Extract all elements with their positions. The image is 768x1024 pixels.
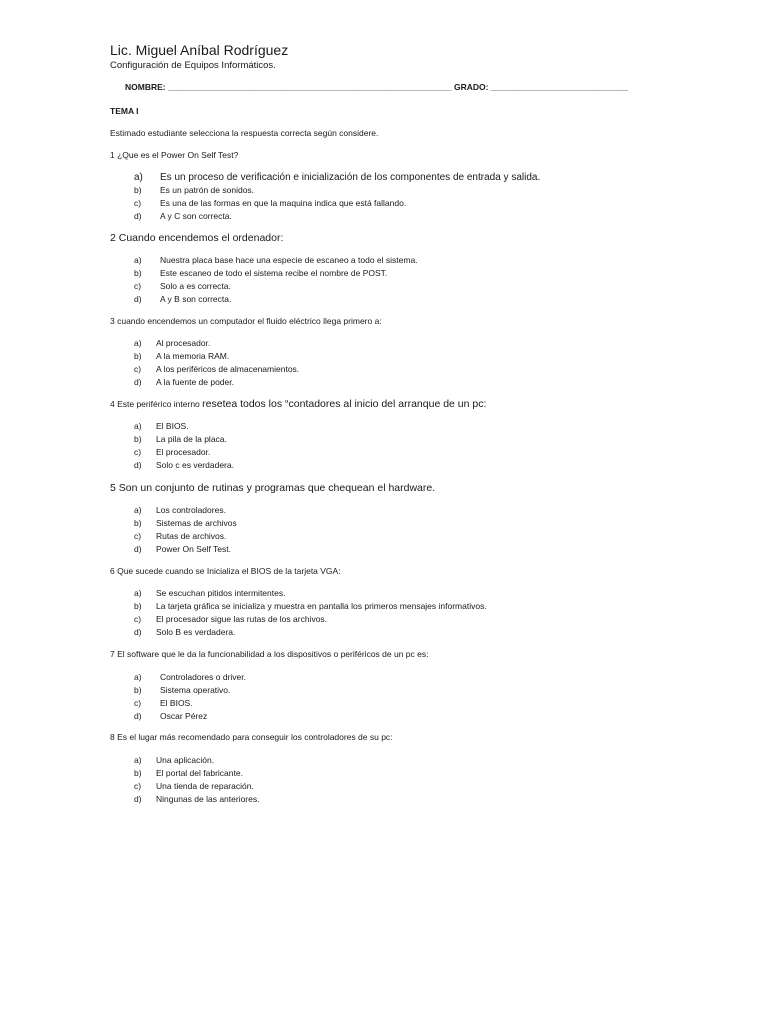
option-text: A los periféricos de almacenamientos. — [156, 364, 300, 374]
option-text: El procesador. — [156, 447, 211, 457]
question-1: 1 ¿Que es el Power On Self Test? — [110, 150, 239, 160]
question-6-option-d — [134, 627, 235, 637]
question-5-option-a — [134, 505, 226, 515]
question-1-option-b — [134, 185, 254, 195]
option-letter: c) — [134, 198, 142, 208]
option-text: Ningunas de las anteriores. — [156, 794, 260, 804]
option-letter: c) — [134, 614, 142, 624]
option-letter: a) — [134, 672, 142, 682]
question-1-option-a — [134, 172, 540, 183]
option-letter: d) — [134, 711, 142, 721]
option-letter: b) — [134, 268, 142, 278]
option-text: Solo a es correcta. — [160, 281, 231, 291]
option-text: Sistema operativo. — [160, 685, 231, 695]
question-6-option-a — [134, 588, 285, 598]
question-4-start: 4 Este periférico interno — [110, 399, 203, 409]
option-text: Nuestra placa base hace una especie de escaneo a todo el sistema. — [160, 255, 418, 265]
option-letter: a) — [134, 588, 142, 598]
option-letter: b) — [134, 434, 142, 444]
option-letter: c) — [134, 447, 142, 457]
option-letter: a) — [134, 505, 142, 515]
question-3-option-b — [134, 351, 229, 361]
option-letter: b) — [134, 685, 142, 695]
option-text: El procesador sigue las rutas de los archivos. — [156, 614, 328, 624]
question-6-option-c — [134, 614, 327, 624]
question-4-option-b — [134, 434, 227, 444]
author-name: Lic. Miguel Aníbal Rodríguez — [110, 42, 289, 58]
option-text: Es un proceso de verificación e inicialización de los componentes de entrada y salida. — [160, 172, 541, 183]
option-letter: c) — [134, 531, 142, 541]
question-4 — [110, 398, 486, 410]
option-text: A y C son correcta. — [160, 211, 232, 221]
question-6: 6 Que sucede cuando se Inicializa el BIOS de la tarjeta VGA: — [110, 566, 341, 576]
question-8: 8 Es el lugar más recomendado para conseguir los controladores de su pc: — [110, 732, 393, 742]
option-letter: d) — [134, 794, 142, 804]
course-name: Configuración de Equipos Informáticos. — [110, 60, 276, 71]
option-text: Una tienda de reparación. — [156, 781, 254, 791]
section-title: TEMA I — [110, 106, 139, 116]
question-1-option-d — [134, 211, 232, 221]
option-letter: a) — [134, 755, 142, 765]
option-text: Es un patrón de sonidos. — [160, 185, 255, 195]
question-8-option-b — [134, 768, 243, 778]
option-text: El BIOS. — [156, 421, 189, 431]
option-letter: c) — [134, 781, 142, 791]
question-7-option-a — [134, 672, 246, 682]
question-7-option-d — [134, 711, 207, 721]
option-text: El BIOS. — [160, 698, 193, 708]
question-7: 7 El software que le da la funcionabilidad a los dispositivos o periféricos de un pc es: — [110, 649, 429, 659]
question-8-option-a — [134, 755, 214, 765]
option-text: Rutas de archivos. — [156, 531, 227, 541]
question-3-option-d — [134, 377, 234, 387]
question-8-option-d — [134, 794, 259, 804]
option-text: Power On Self Test. — [156, 544, 231, 554]
question-4-option-a — [134, 421, 189, 431]
option-letter: d) — [134, 294, 142, 304]
question-2-option-b — [134, 268, 387, 278]
option-letter: c) — [134, 281, 142, 291]
option-text: A la memoria RAM. — [156, 351, 230, 361]
option-text: A la fuente de poder. — [156, 377, 234, 387]
option-text: La pila de la placa. — [156, 434, 227, 444]
instructions: Estimado estudiante selecciona la respuesta correcta según considere. — [110, 128, 379, 138]
option-text: Solo c es verdadera. — [156, 460, 234, 470]
option-letter: a) — [134, 421, 142, 431]
question-6-option-b — [134, 601, 487, 611]
option-text: Los controladores. — [156, 505, 226, 515]
option-text: Al procesador. — [156, 338, 211, 348]
question-8-option-c — [134, 781, 254, 791]
question-5-option-d — [134, 544, 231, 554]
option-text: Oscar Pérez — [160, 711, 208, 721]
option-text: A y B son correcta. — [160, 294, 232, 304]
question-7-option-c — [134, 698, 193, 708]
option-letter: b) — [134, 518, 142, 528]
option-letter: d) — [134, 460, 142, 470]
question-3-option-c — [134, 364, 299, 374]
option-letter: d) — [134, 377, 142, 387]
question-2: 2 Cuando encendemos el ordenador: — [110, 232, 284, 244]
option-text: Este escaneo de todo el sistema recibe el nombre de POST. — [160, 268, 388, 278]
question-7-option-b — [134, 685, 230, 695]
option-text: Controladores o driver. — [160, 672, 246, 682]
question-5-option-b — [134, 518, 237, 528]
option-letter: a) — [134, 172, 143, 183]
question-4-end: resetea todos los “contadores al inicio del arranque de un pc: — [202, 398, 487, 410]
option-letter: b) — [134, 351, 142, 361]
option-letter: d) — [134, 627, 142, 637]
question-4-option-d — [134, 460, 234, 470]
option-letter: d) — [134, 544, 142, 554]
question-2-option-c — [134, 281, 231, 291]
option-text: Sistemas de archivos — [156, 518, 237, 528]
option-letter: a) — [134, 255, 142, 265]
option-text: Es una de las formas en que la maquina indica que está fallando. — [160, 198, 407, 208]
option-text: El portal del fabricante. — [156, 768, 243, 778]
question-3-option-a — [134, 338, 210, 348]
option-letter: c) — [134, 698, 142, 708]
option-letter: b) — [134, 601, 142, 611]
option-letter: d) — [134, 211, 142, 221]
option-letter: c) — [134, 364, 142, 374]
name-grade-fields: NOMBRE: ____________________________________________________________ GRADO: _____________________________ — [125, 82, 628, 92]
option-letter: b) — [134, 185, 142, 195]
option-text: Se escuchan pitidos intermitentes. — [156, 588, 286, 598]
question-4-option-c — [134, 447, 210, 457]
question-2-option-d — [134, 294, 231, 304]
option-text: Una aplicación. — [156, 755, 215, 765]
option-letter: a) — [134, 338, 142, 348]
question-1-option-c — [134, 198, 406, 208]
question-2-option-a — [134, 255, 418, 265]
question-5: 5 Son un conjunto de rutinas y programas que chequean el hardware. — [110, 482, 436, 494]
option-letter: b) — [134, 768, 142, 778]
question-3: 3 cuando encendemos un computador el fluido eléctrico llega primero a: — [110, 316, 382, 326]
option-text: Solo B es verdadera. — [156, 627, 236, 637]
question-5-option-c — [134, 531, 226, 541]
option-text: La tarjeta gráfica se inicializa y muestra en pantalla los primeros mensajes informativos. — [156, 601, 487, 611]
